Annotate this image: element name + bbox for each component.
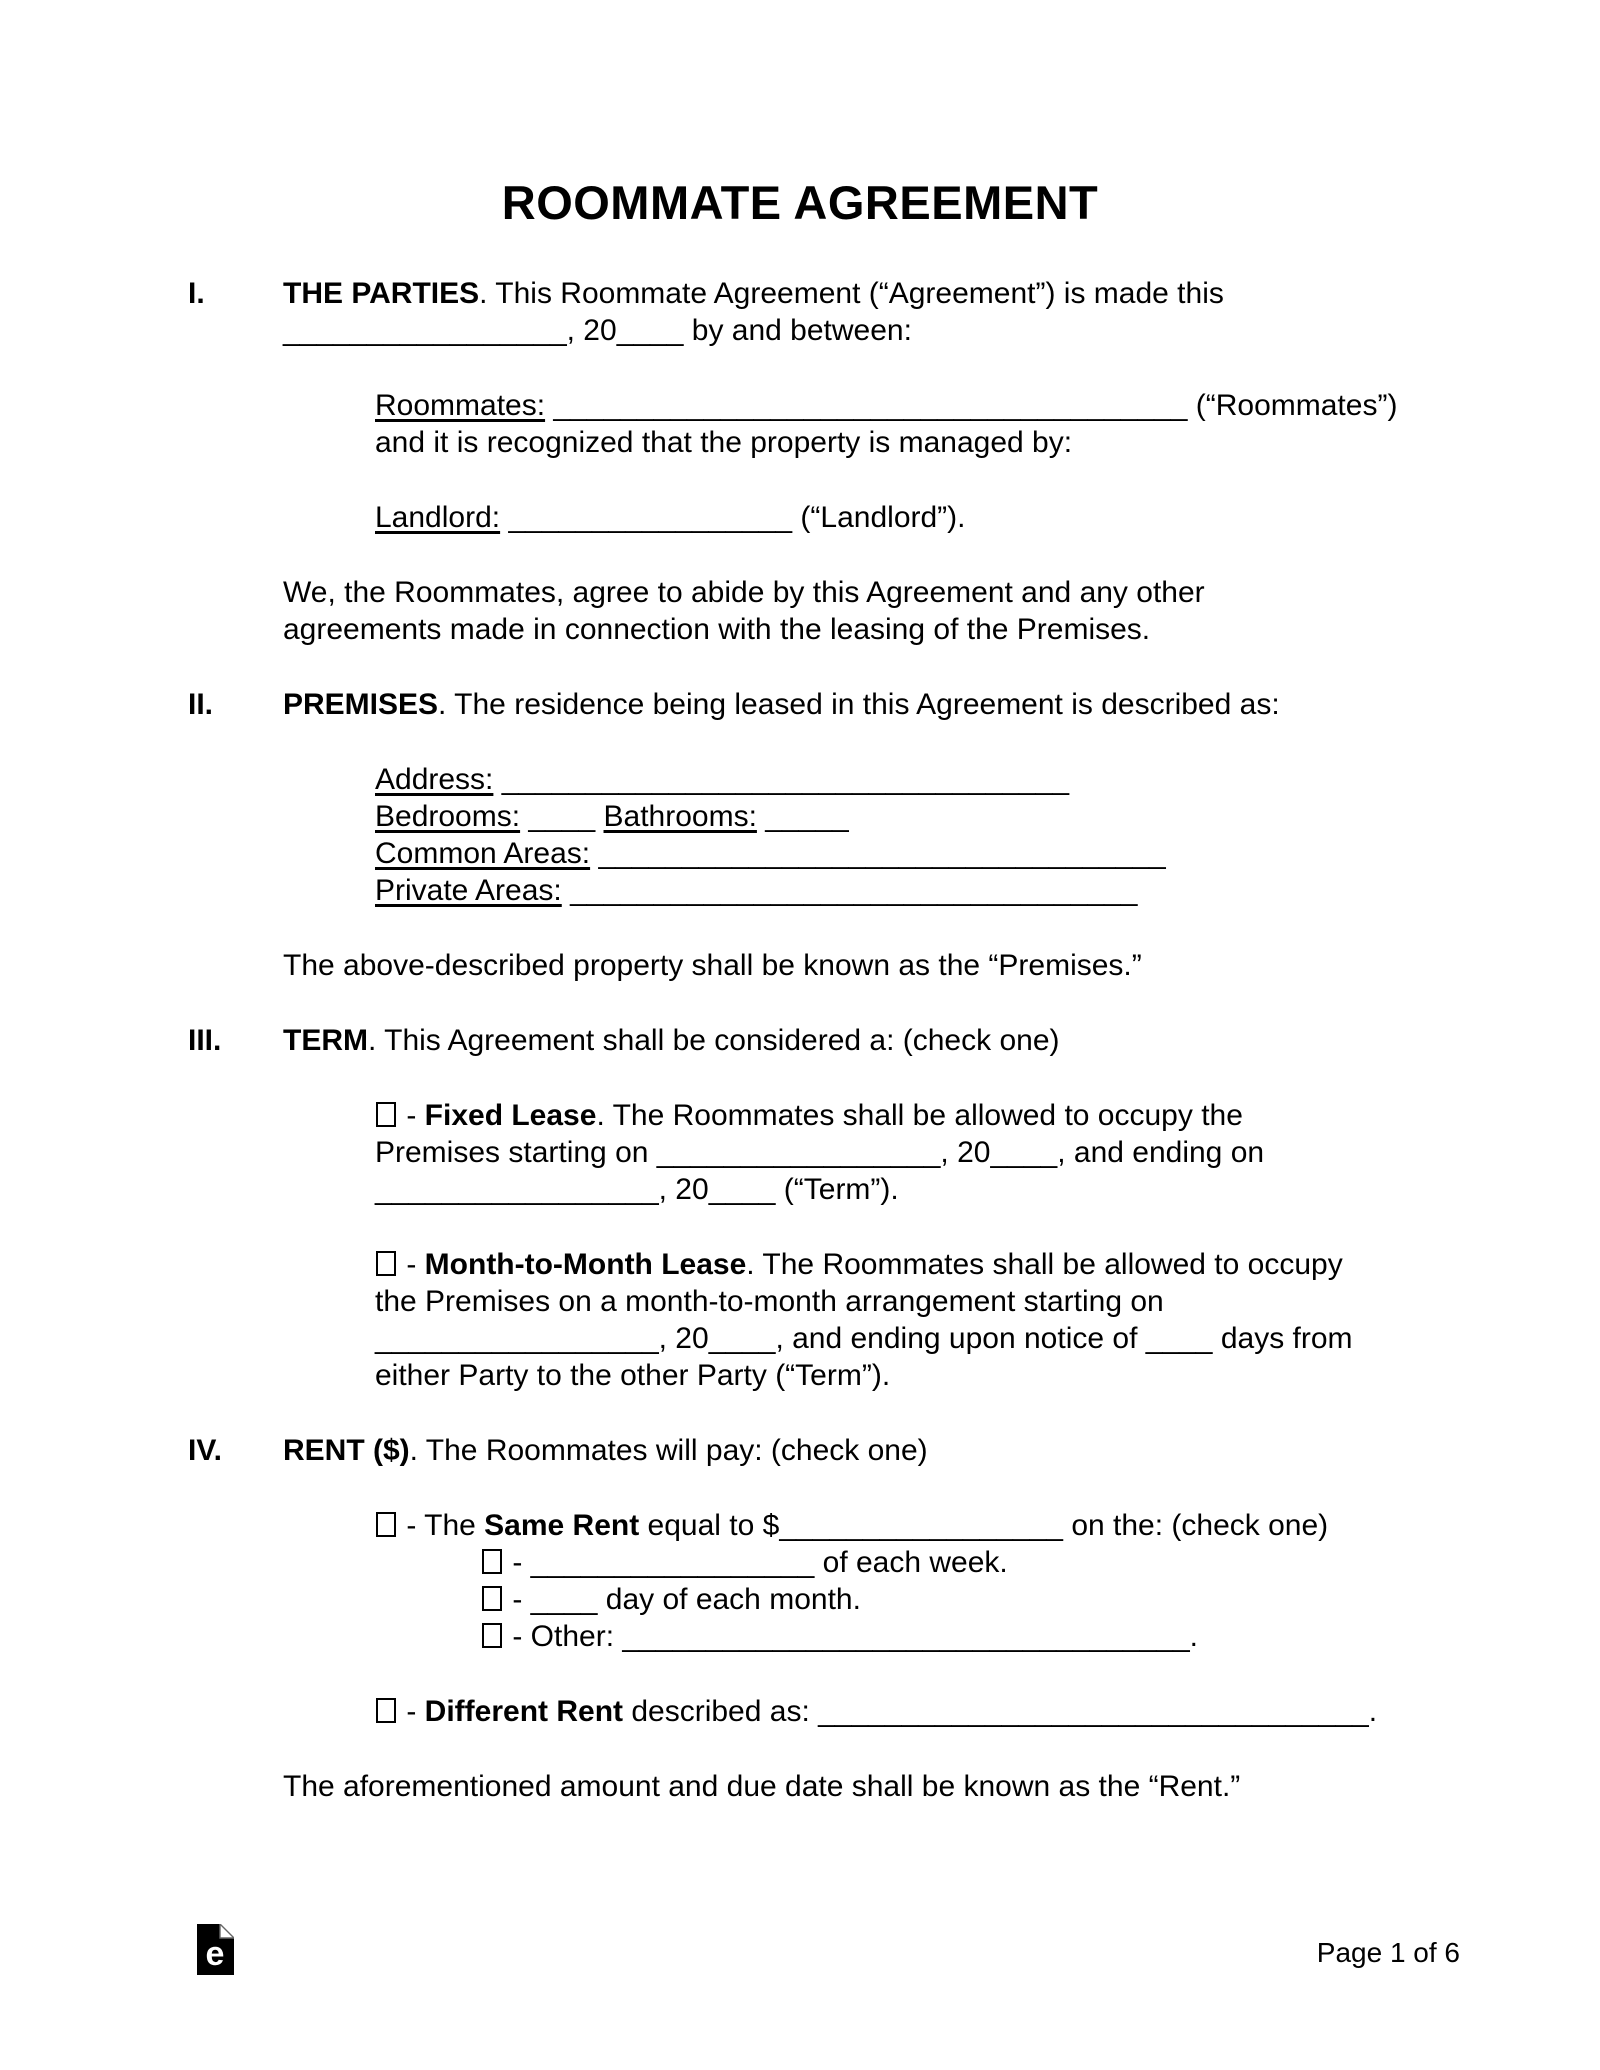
section [188,1432,1460,1843]
text-segment: Bedrooms: [375,800,521,833]
fill-in-blank[interactable]: _________________ [375,1173,659,1206]
text-segment: TERM [283,1024,368,1057]
section-content [283,686,1460,1022]
section-numeral: IV. [188,1434,222,1467]
section-content [283,275,1460,686]
text-segment: on the: (check one) [1062,1509,1329,1542]
fill-in-blank[interactable]: ____ [990,1136,1058,1169]
text-line [283,312,1460,349]
text-segment: described as: [623,1695,819,1728]
fill-in-blank[interactable]: __________________________________ [598,837,1166,870]
text-segment: . The Roommates shall be allowed to occupy the [596,1099,1243,1132]
text-segment: . [1189,1620,1198,1653]
text-segment: (“Roommates”) [1187,389,1398,422]
text-segment: . The Roommates will pay: (check one) [409,1434,928,1467]
text-line [283,611,1460,648]
text-segment: - [504,1583,531,1616]
text-line [283,1320,1460,1357]
paragraph-block [283,947,1460,984]
text-segment: - [398,1695,425,1728]
text-segment: of each week. [814,1546,1008,1579]
text-segment: (“Term”). [775,1173,899,1206]
text-segment [757,800,765,833]
checkbox-icon[interactable] [482,1549,502,1574]
text-segment: The above-described property shall be known as the “Premises.” [283,949,1142,982]
text-line [283,574,1460,611]
text-segment: RENT ($) [283,1434,410,1467]
text-line [283,1581,1460,1618]
text-segment: Landlord: [375,501,501,534]
logo-letter: e [205,1935,225,1973]
text-segment: - [398,1099,425,1132]
text-line [283,387,1460,424]
paragraph-block [283,686,1460,723]
fill-in-blank[interactable]: ____ [616,314,684,347]
fill-in-blank[interactable]: _________________ [779,1509,1063,1542]
text-segment: Fixed Lease [424,1099,597,1132]
eforms-logo [197,1924,234,1975]
text-line [283,1283,1460,1320]
fill-in-blank[interactable]: _________________ [283,314,567,347]
paragraph-block [283,387,1460,461]
text-line [283,1022,1460,1059]
fill-in-blank[interactable]: ____ [708,1173,776,1206]
text-segment: Month-to-Month Lease [424,1248,747,1281]
fill-in-blank[interactable]: _________________ [656,1136,941,1169]
section [188,1022,1460,1432]
fill-in-blank[interactable]: ____ [528,800,596,833]
document-sections [0,275,1600,1843]
document-sheet-icon [197,1924,234,1975]
text-segment [493,763,501,796]
text-segment: Same Rent [484,1509,640,1542]
page-number: Page 1 of 6 [1316,1937,1460,1968]
text-segment: , 20 [658,1322,709,1355]
section [188,686,1460,1022]
text-segment: Address: [375,763,494,796]
text-segment: (“Landlord”). [792,501,966,534]
fill-in-blank[interactable]: ____ [708,1322,776,1355]
paragraph-block [283,1432,1460,1469]
text-segment: THE PARTIES [283,277,480,310]
section-content [283,1432,1460,1843]
paragraph-block [283,574,1460,648]
text-segment: days from [1212,1322,1353,1355]
text-line [283,1171,1460,1208]
fill-in-blank[interactable]: _____ [765,800,849,833]
text-segment: either Party to the other Party (“Term”). [375,1359,891,1392]
text-segment: , 20 [940,1136,991,1169]
text-segment: PREMISES [283,688,439,721]
paragraph-block [283,1097,1460,1208]
fill-in-blank[interactable]: __________________________________ [622,1620,1190,1653]
text-segment: - The [398,1509,485,1542]
text-line [283,1134,1460,1171]
checkbox-icon[interactable] [376,1698,396,1723]
paragraph-block [283,1693,1460,1730]
paragraph-block [283,1246,1460,1394]
fill-in-blank[interactable]: ______________________________________ [553,389,1188,422]
text-line [283,835,1460,872]
section-numeral: II. [188,688,214,721]
section-numeral: I. [188,277,205,310]
paragraph-block [283,499,1460,536]
text-line [283,761,1460,798]
text-line [283,947,1460,984]
fill-in-blank[interactable]: ____ [530,1583,598,1616]
text-segment: equal to $ [639,1509,780,1542]
text-line [283,1357,1460,1394]
section [188,275,1460,686]
text-segment: Roommates: [375,389,546,422]
text-line [283,424,1460,461]
fill-in-blank[interactable]: __________________________________ [570,874,1138,907]
fill-in-blank[interactable]: __________________________________ [501,763,1070,796]
text-segment: We, the Roommates, agree to abide by this Agreement and any other [283,576,1205,609]
section-numeral: III. [188,1024,222,1057]
text-segment: Bathrooms: [603,800,757,833]
text-line [283,872,1460,909]
text-line [283,798,1460,835]
text-segment: Private Areas: [375,874,562,907]
fill-in-blank[interactable]: ____ [1145,1322,1213,1355]
checkbox-icon[interactable] [482,1586,502,1611]
text-line [283,1768,1460,1805]
text-segment: - [398,1248,425,1281]
fill-in-blank[interactable]: _________________ [508,501,793,534]
text-segment: - [504,1546,531,1579]
fill-in-blank[interactable]: _________________________________ [818,1695,1369,1728]
checkbox-icon[interactable] [376,1251,396,1276]
text-segment: . The Roommates shall be allowed to occupy [746,1248,1343,1281]
text-segment: Common Areas: [375,837,591,870]
paragraph-block [283,1507,1460,1655]
paragraph-block [283,1768,1460,1805]
text-segment: , and ending on [1057,1136,1265,1169]
text-segment: , and ending upon notice of [775,1322,1146,1355]
text-segment: . This Roommate Agreement (“Agreement”) is made this [479,277,1224,310]
checkbox-icon[interactable] [376,1512,396,1537]
text-segment: . [1368,1695,1378,1728]
text-line [283,275,1460,312]
text-line [283,1544,1460,1581]
text-segment: . This Agreement shall be considered a: (check one) [368,1024,1060,1057]
text-segment: , 20 [566,314,617,347]
text-segment: agreements made in connection with the leasing of the Premises. [283,613,1151,646]
checkbox-icon[interactable] [482,1623,502,1648]
section-content [283,1022,1460,1432]
paragraph-block [283,761,1460,909]
text-segment [562,874,570,907]
fill-in-blank[interactable]: _________________ [375,1322,659,1355]
text-segment: , 20 [658,1173,709,1206]
text-line [283,1618,1460,1655]
text-line [283,499,1460,536]
text-segment: Different Rent [424,1695,624,1728]
text-segment: by and between: [683,314,912,347]
text-segment: and it is recognized that the property is managed by: [375,426,1073,459]
text-line [283,1246,1460,1283]
text-line [283,1432,1460,1469]
text-segment: The aforementioned amount and due date shall be known as the “Rent.” [283,1770,1241,1803]
text-segment [595,800,603,833]
text-segment: Premises starting on [375,1136,657,1169]
text-segment: - Other: [504,1620,623,1653]
paragraph-block [283,275,1460,349]
text-line [283,1097,1460,1134]
text-segment: . The residence being leased in this Agreement is described as: [438,688,1280,721]
checkbox-icon[interactable] [376,1102,396,1127]
text-line [283,1693,1460,1730]
text-line [283,686,1460,723]
fill-in-blank[interactable]: _________________ [530,1546,815,1579]
text-line [283,1507,1460,1544]
text-segment: the Premises on a month-to-month arrangement starting on [375,1285,1164,1318]
paragraph-block [283,1022,1460,1059]
page-title: ROOMMATE AGREEMENT [501,176,1099,229]
text-segment: day of each month. [597,1583,861,1616]
